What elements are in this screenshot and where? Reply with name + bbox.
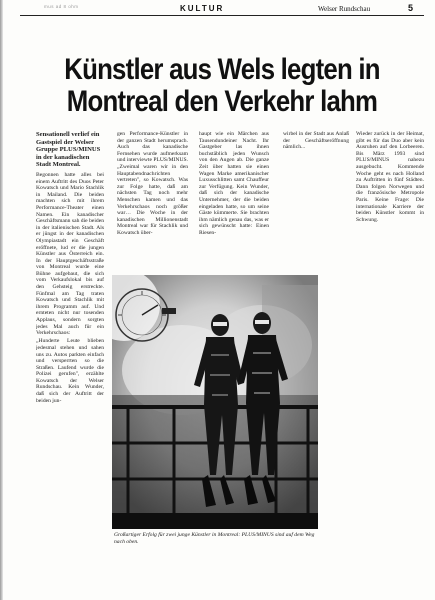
article-column-2 bbox=[117, 131, 188, 253]
article-paragraph: haupt wie ein Märchen aus Tausendundeiner Nacht. Ihr Gastgeber las ihnen buchstäblich jeden Wunsch von den Augen ab. Die ganze Zeit über hatten sie einen Wagen Marke amerikanischer Luxusschlitten samt Chauffeur zur Verfügung. Kein Wunder, daß sich der kanadische Unternehmer, der die beiden eingeladen hatte, so um seine Gäste kümmerte. Sie brachten ihm nämlich genau das, was er sich gewünscht hatte: Einen Riesen- bbox=[199, 131, 269, 236]
photo-caption: Großartiger Erfolg für zwei junge Künstler in Montreal: PLUS/MINUS sind auf dem Weg nach oben. bbox=[114, 532, 315, 545]
article-lead: Sensationell verlief ein Gastspiel der Welser Gruppe PLUS/MINUS in der kanadischen Stadt Montreal. bbox=[36, 131, 101, 169]
article-paragraph: „Hunderte Leute blieben jedesmal stehen und sahen uns zu. Autos parkten einfach und versperrten so die Straßen. Laufend wurde die Polizei gerufen", erzählte Kowatsch der Welser Rundschau. Kein Wunder, daß sich der Auftritt der beiden jun- bbox=[36, 338, 104, 404]
archive-stamp: mus ad 8 ohm bbox=[44, 4, 79, 9]
headline: Künstler aus Wels legten in Montreal den Verkehr lahm bbox=[64, 53, 380, 118]
article-paragraph: gen Performance-Künstler in der ganzen Stadt herumsprach. Auch das kanadische Fernsehen wurde aufmerksam und interviewte PLUS/MINUS. „Zweimal waren wir in den Hauptabendnachrichten vertreten", so Kowatsch. Was zur Folge hatte, daß am nächsten Tag noch mehr Menschen kamen und das Verkehrschaos noch größer war… Die Woche in der kanadischen Millionenstadt Montreal war für Stachlik und Kowatsch über- bbox=[117, 131, 188, 236]
page-number: 5 bbox=[408, 3, 414, 13]
article-column-3 bbox=[199, 131, 269, 253]
article-paragraph: wirbel in der Stadt aus Anlaß der Geschäftseröffnung nämlich... bbox=[283, 131, 349, 151]
header-rule bbox=[20, 15, 424, 16]
article-paragraph: Begonnen hatte alles bei einem Auftritt des Duos Peter Kowatsch und Mario Stachlik in Mailand. Die beiden machten sich mit ihrem Performance-Theater einen Namen. Ein kanadischer Geschäftsmann sah die beiden in der italienischen Stadt. Als er jüngst in der kanadischen Olympiastadt ein Geschäft eröffnete, lud er die jungen Künstler aus Österreich ein. In der Hauptgeschäftsstraße von Montreal wurde eine Bühne aufgebaut, die sich vom Verkaufslokal bis auf den Gehsteig erstreckte. Fünfmal am Tag traten Kowatsch und Stachlik mit ihrem Programm auf. Und ernteten nicht nur tosenden Applaus, sondern sorgten jedes Mal auch für ein Verkehrschaos: bbox=[36, 171, 104, 337]
section-label: KULTUR bbox=[180, 4, 225, 13]
article-column-1 bbox=[36, 131, 104, 561]
article-paragraph: Wieder zurück in der Heimat, gibt es für das Duo aber kein Ausruhen auf den Lorbeeren. Bis März 1993 sind PLUS/MINUS nahezu ausgebucht. Kommende Woche geht es nach Holland zu Auftritten in fünf Städten. Dann folgen Norwegen und die französische Metropole Paris. Keine Frage: Die internationale Karriere der beiden Künstler kommt in Schwung. bbox=[356, 131, 424, 223]
photo-illustration bbox=[112, 275, 318, 529]
performance-photo bbox=[112, 275, 318, 529]
article-column-4 bbox=[283, 131, 349, 253]
paper-name: Welser Rundschau bbox=[318, 5, 371, 13]
article-column-5 bbox=[356, 131, 424, 271]
scan-edge bbox=[0, 0, 3, 600]
